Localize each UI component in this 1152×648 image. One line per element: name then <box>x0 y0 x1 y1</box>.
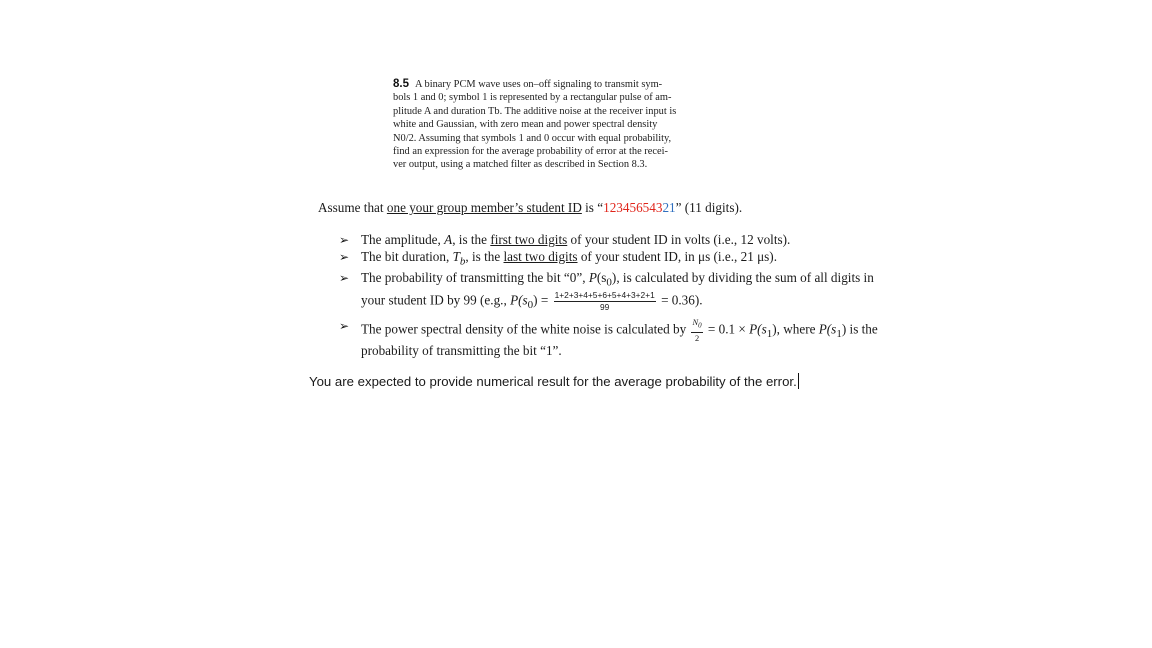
b3-eq-lhs: P(s <box>510 292 528 308</box>
b4-p2-close: ) <box>841 321 847 337</box>
b1-var: A <box>444 232 453 247</box>
problem-line-3: plitude A and duration Tb. The additive noise at the receiver input is <box>393 105 677 117</box>
assume-prefix: Assume that <box>318 200 387 215</box>
b1-underlined: first two digits <box>490 232 568 247</box>
answer-prompt-text: You are expected to provide numerical result for the average probability of the error. <box>309 374 797 389</box>
problem-line-4: white and Gaussian, with zero mean and power spectral density <box>393 119 658 131</box>
bullet-probability-zero <box>339 270 939 314</box>
b1-mid: , is the <box>452 232 491 247</box>
arrowhead-bullet-icon: ➢ <box>339 270 350 285</box>
digit-sum-fraction <box>554 291 656 312</box>
problem-line-1: A binary PCM wave uses on–off signaling to transmit sym- <box>415 79 663 90</box>
assume-mid: is “ <box>581 200 604 215</box>
bullet-bit-duration <box>339 249 939 270</box>
b3-eq-result: = 0.36). <box>657 292 703 308</box>
problem-statement <box>393 78 693 172</box>
b3-p-var: P <box>588 269 597 285</box>
b4-mid: = 0.1 × <box>704 321 750 337</box>
b2-mid: , is the <box>465 248 504 264</box>
assume-underlined: one your group member’s student ID <box>386 200 582 215</box>
b4-frac-num-sub: 0 <box>698 321 702 330</box>
b3-p-close: ) <box>611 269 617 285</box>
fraction-denominator: 99 <box>600 302 610 313</box>
student-id-blue: 21 <box>662 200 676 215</box>
b2-var: T <box>452 248 460 264</box>
fraction-numerator: 1+2+3+4+5+6+5+4+3+2+1 <box>554 290 655 301</box>
b4-frac-den: 2 <box>694 333 700 343</box>
problem-line-6: find an expression for the average probability of error at the recei- <box>393 146 668 158</box>
b1-post: of your student ID in volts (i.e., 12 volts). <box>567 232 791 247</box>
arrowhead-bullet-icon: ➢ <box>339 318 350 333</box>
noise-fraction <box>691 318 702 343</box>
b2-post: of your student ID, in μs (i.e., 21 μs). <box>577 248 777 264</box>
b3-line2-pre: your student ID by 99 (e.g., <box>361 292 511 308</box>
b3-p-sub: 0 <box>606 276 612 289</box>
student-id-red: 123456543 <box>603 200 663 215</box>
b4-p2-sub: 1 <box>836 327 842 340</box>
b3-line1-pre: The probability of transmitting the bit “0”, <box>361 269 589 285</box>
b4-p-sub: 1 <box>766 327 773 340</box>
b3-line1-post: , is calculated by dividing the sum of all digits in <box>616 269 874 285</box>
parameter-list <box>339 232 939 359</box>
b2-underlined: last two digits <box>503 248 578 264</box>
text-cursor <box>798 373 799 389</box>
problem-line-2: bols 1 and 0; symbol 1 is represented by a rectangular pulse of am- <box>393 92 672 104</box>
b3-eq-sub: 0 <box>527 299 534 312</box>
b1-pre: The amplitude, <box>361 232 445 247</box>
bullet-noise-psd <box>339 318 939 359</box>
b4-frac-num: N <box>692 317 699 327</box>
problem-line-7: ver output, using a matched filter as described in Section 8.3. <box>393 159 648 171</box>
answer-prompt-line[interactable] <box>309 373 799 390</box>
b4-p2-var: P(s <box>818 321 837 337</box>
b4-pre: The power spectral density of the white noise is calculated by <box>361 321 690 337</box>
b2-pre: The bit duration, <box>361 248 453 264</box>
b4-post: is the <box>846 321 878 337</box>
assume-paragraph <box>318 199 938 216</box>
problem-line-5: N0/2. Assuming that symbols 1 and 0 occur with equal probability, <box>393 132 672 144</box>
b4-p-close: ) <box>772 321 777 337</box>
b4-p-var: P(s <box>749 321 767 337</box>
b2-sub: b <box>459 255 466 268</box>
b3-eq-lhs-close: ) = <box>533 292 552 308</box>
b4-mid2: , where <box>776 321 819 337</box>
bullet-amplitude <box>339 232 939 249</box>
problem-number: 8.5 <box>393 78 409 90</box>
arrowhead-bullet-icon: ➢ <box>339 249 350 264</box>
b3-p-arg: (s <box>596 269 607 285</box>
assume-suffix: ” (11 digits). <box>675 200 743 215</box>
b4-line2: probability of transmitting the bit “1”. <box>361 342 562 358</box>
arrowhead-bullet-icon: ➢ <box>339 233 350 247</box>
